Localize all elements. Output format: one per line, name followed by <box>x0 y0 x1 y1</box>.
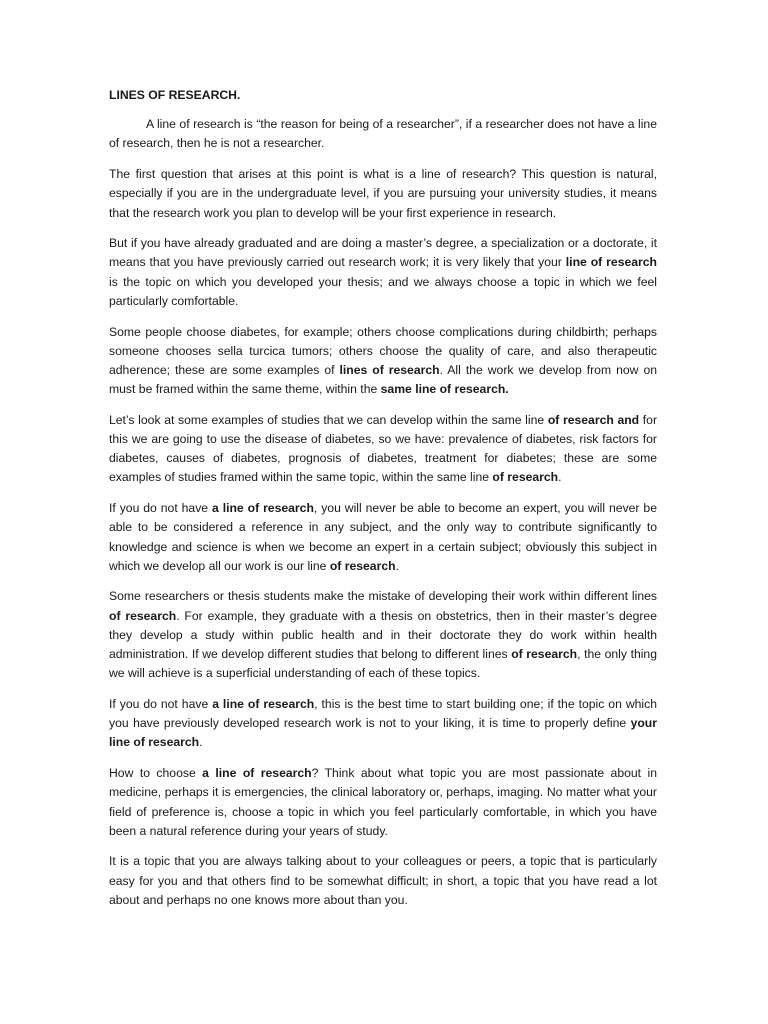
bold-text-run: of research <box>109 608 177 623</box>
text-run: The first question that arises at this point is what is a line of research? This question is natural, especially if you are in the undergraduate level, if you are pursuing your university studies, it means that the research work you plan to develop will be your first experience in research. <box>109 167 657 220</box>
document-title: LINES OF RESEARCH. <box>109 88 241 102</box>
text-run: is the topic on which you developed your thesis; and we always choose a topic in which we feel particularly comfortable. <box>109 274 657 308</box>
paragraph <box>109 323 657 400</box>
text-run: for this we are going to use the disease of diabetes, so we have: prevalence of diabetes, risk factors for diabetes, causes of diabetes, prognosis of diabetes, treatment for diabetes; these are some examples of studies framed within the same topic, within the same line <box>109 412 658 485</box>
bold-text-run: of research and <box>547 412 640 427</box>
bold-text-run: line of research <box>565 255 658 270</box>
bold-text-run: your line of research <box>109 716 657 750</box>
text-run: Let’s look at some examples of studies that we can develop within the same line <box>109 412 548 427</box>
text-run: But if you have already graduated and are doing a master’s degree, a specialization or a doctorate, it means that you have previously carried out research work; it is very likely that your <box>109 236 657 270</box>
text-run: Some researchers or thesis students make the mistake of developing their work within different lines <box>109 589 657 604</box>
text-run: . <box>199 735 203 750</box>
paragraph <box>109 499 657 576</box>
text-run: . <box>395 558 399 573</box>
bold-text-run: of research <box>511 647 578 662</box>
text-run: It is a topic that you are always talking about to your colleagues or peers, a topic that is particularly easy for you and that others find to be somewhat difficult; in short, a topic that you have read a lot about and perhaps no one knows more about than you. <box>109 854 657 907</box>
text-run: , you will never be able to become an expert, you will never be able to be considered a reference in any subject, and the only way to contribute significantly to knowledge and science is when we become an expert in a certain subject; obviously this subject in which we develop all our work is our line <box>109 501 657 573</box>
paragraph <box>109 852 657 910</box>
document-page <box>109 86 657 922</box>
text-run: If you do not have <box>109 696 213 711</box>
text-run: A line of research is “the reason for being of a researcher”, if a researcher does not have a line of research, then he is not a researcher. <box>109 117 657 151</box>
text-run: How to choose <box>109 766 203 781</box>
text-run: , the only thing we will achieve is a superficial understanding of each of these topics. <box>109 647 657 681</box>
text-run: Some people choose diabetes, for example; others choose complications during childbirth; perhaps someone chooses sella turcica tumors; others choose the quality of care, and also therapeutic adherence; these are some examples of <box>109 324 657 377</box>
paragraph <box>109 234 657 311</box>
text-run: . <box>558 470 562 485</box>
bold-text-run: of research <box>329 558 396 573</box>
bold-text-run: lines of research <box>339 362 440 377</box>
bold-text-run: a line of research <box>212 696 315 711</box>
paragraph <box>109 165 657 223</box>
paragraph <box>109 764 657 841</box>
text-run: , this is the best time to start building one; if the topic on which you have previously developed research work is not to your liking, it is time to properly define <box>109 696 657 731</box>
bold-text-run: of research <box>492 470 559 485</box>
paragraph <box>109 411 657 488</box>
bold-text-run: a line of research <box>202 766 312 781</box>
text-run: ? Think about what topic you are most passionate about in medicine, perhaps it is emergencies, the clinical laboratory or, perhaps, imaging. No matter what your field of preference is, choose a topic in which you feel particularly comfortable, in which you have been a natural reference during your years of study. <box>109 766 657 838</box>
paragraph <box>109 115 657 153</box>
text-run: . All the work we develop from now on must be framed within the same theme, within the <box>109 362 657 397</box>
bold-text-run: same line of research. <box>380 382 509 397</box>
paragraph <box>109 695 657 753</box>
paragraph <box>109 587 657 683</box>
text-run: If you do not have <box>109 501 212 516</box>
bold-text-run: a line of research <box>212 501 314 516</box>
document-body <box>109 115 657 910</box>
text-run: . For example, they graduate with a thesis on obstetrics, then in their master’s degree they develop a study within public health and in their doctorate they do work within health administration. If we develop different studies that belong to different lines <box>109 608 657 662</box>
